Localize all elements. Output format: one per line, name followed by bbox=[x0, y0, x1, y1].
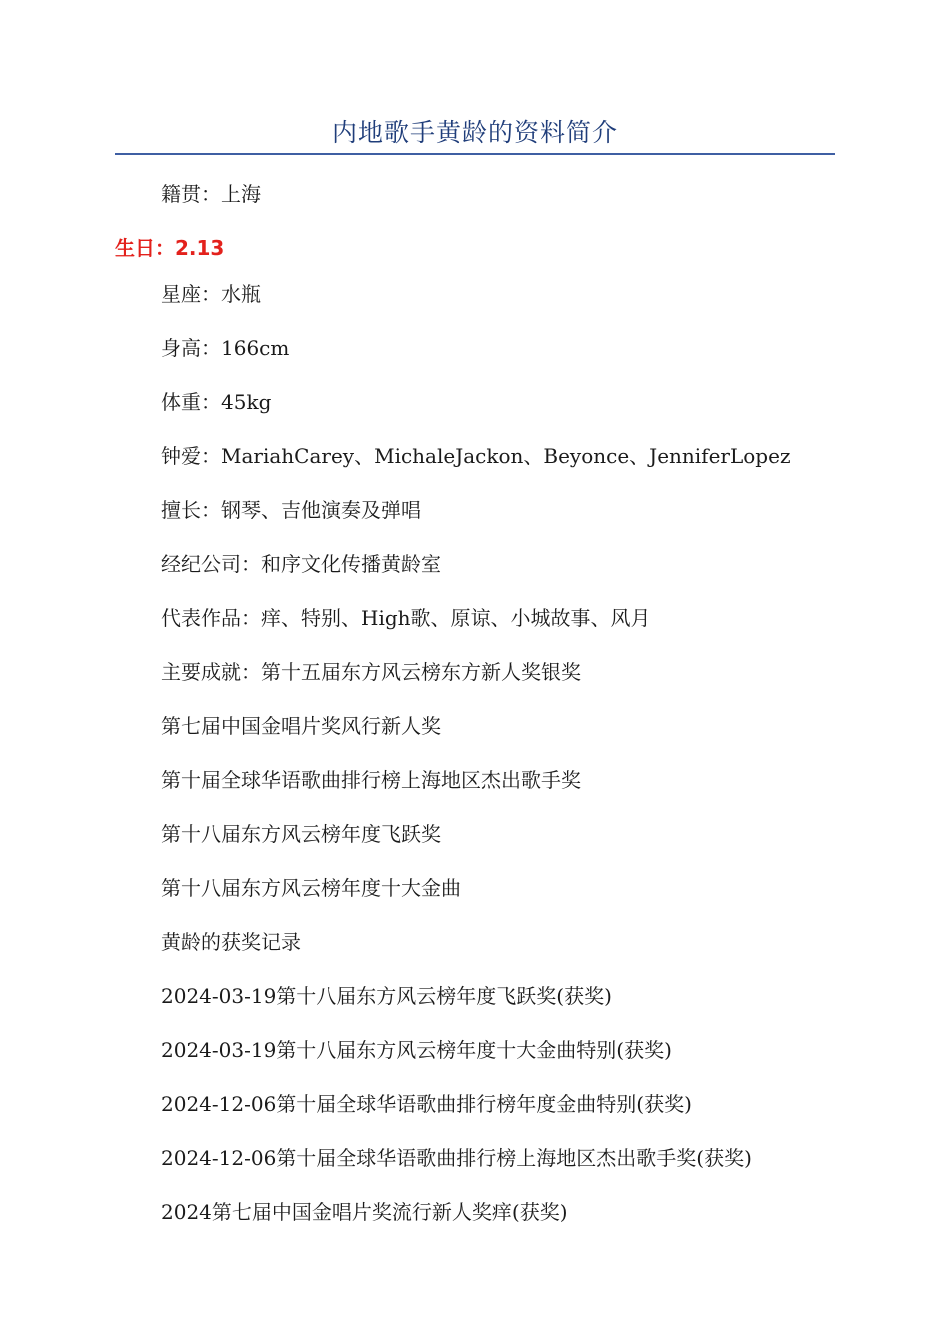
line-achievement: 第十八届东方风云榜年度飞跃奖 bbox=[161, 822, 441, 846]
document-title: 内地歌手黄龄的资料简介 bbox=[331, 118, 618, 147]
line-native-place: 籍贯：上海 bbox=[161, 182, 261, 206]
line-works: 代表作品：痒、特别、High歌、原谅、小城故事、风月 bbox=[161, 606, 651, 630]
line-zodiac: 星座：水瓶 bbox=[161, 282, 261, 306]
line-birthday-heading: 生日：2.13 bbox=[115, 236, 225, 260]
title-underline bbox=[115, 153, 835, 155]
line-award-record: 2024-03-19第十八届东方风云榜年度十大金曲特别(获奖) bbox=[161, 1038, 672, 1062]
line-weight: 体重：45kg bbox=[161, 390, 272, 414]
line-achievement: 第十届全球华语歌曲排行榜上海地区杰出歌手奖 bbox=[161, 768, 581, 792]
line-award-record: 2024-12-06第十届全球华语歌曲排行榜上海地区杰出歌手奖(获奖) bbox=[161, 1146, 752, 1170]
line-achievement: 第七届中国金唱片奖风行新人奖 bbox=[161, 714, 441, 738]
line-award-record: 2024-03-19第十八届东方风云榜年度飞跃奖(获奖) bbox=[161, 984, 612, 1008]
line-achievements: 主要成就：第十五届东方风云榜东方新人奖银奖 bbox=[161, 660, 581, 684]
line-height: 身高：166cm bbox=[161, 336, 290, 360]
line-awards-heading: 黄龄的获奖记录 bbox=[161, 930, 301, 954]
line-achievement: 第十八届东方风云榜年度十大金曲 bbox=[161, 876, 461, 900]
line-favorites: 钟爱：MariahCarey、MichaleJackon、Beyonce、JenniferLopez bbox=[161, 444, 791, 468]
line-agency: 经纪公司：和序文化传播黄龄室 bbox=[161, 552, 441, 576]
line-skills: 擅长：钢琴、吉他演奏及弹唱 bbox=[161, 498, 421, 522]
line-award-record: 2024-12-06第十届全球华语歌曲排行榜年度金曲特别(获奖) bbox=[161, 1092, 692, 1116]
line-award-record: 2024第七届中国金唱片奖流行新人奖痒(获奖) bbox=[161, 1200, 568, 1224]
